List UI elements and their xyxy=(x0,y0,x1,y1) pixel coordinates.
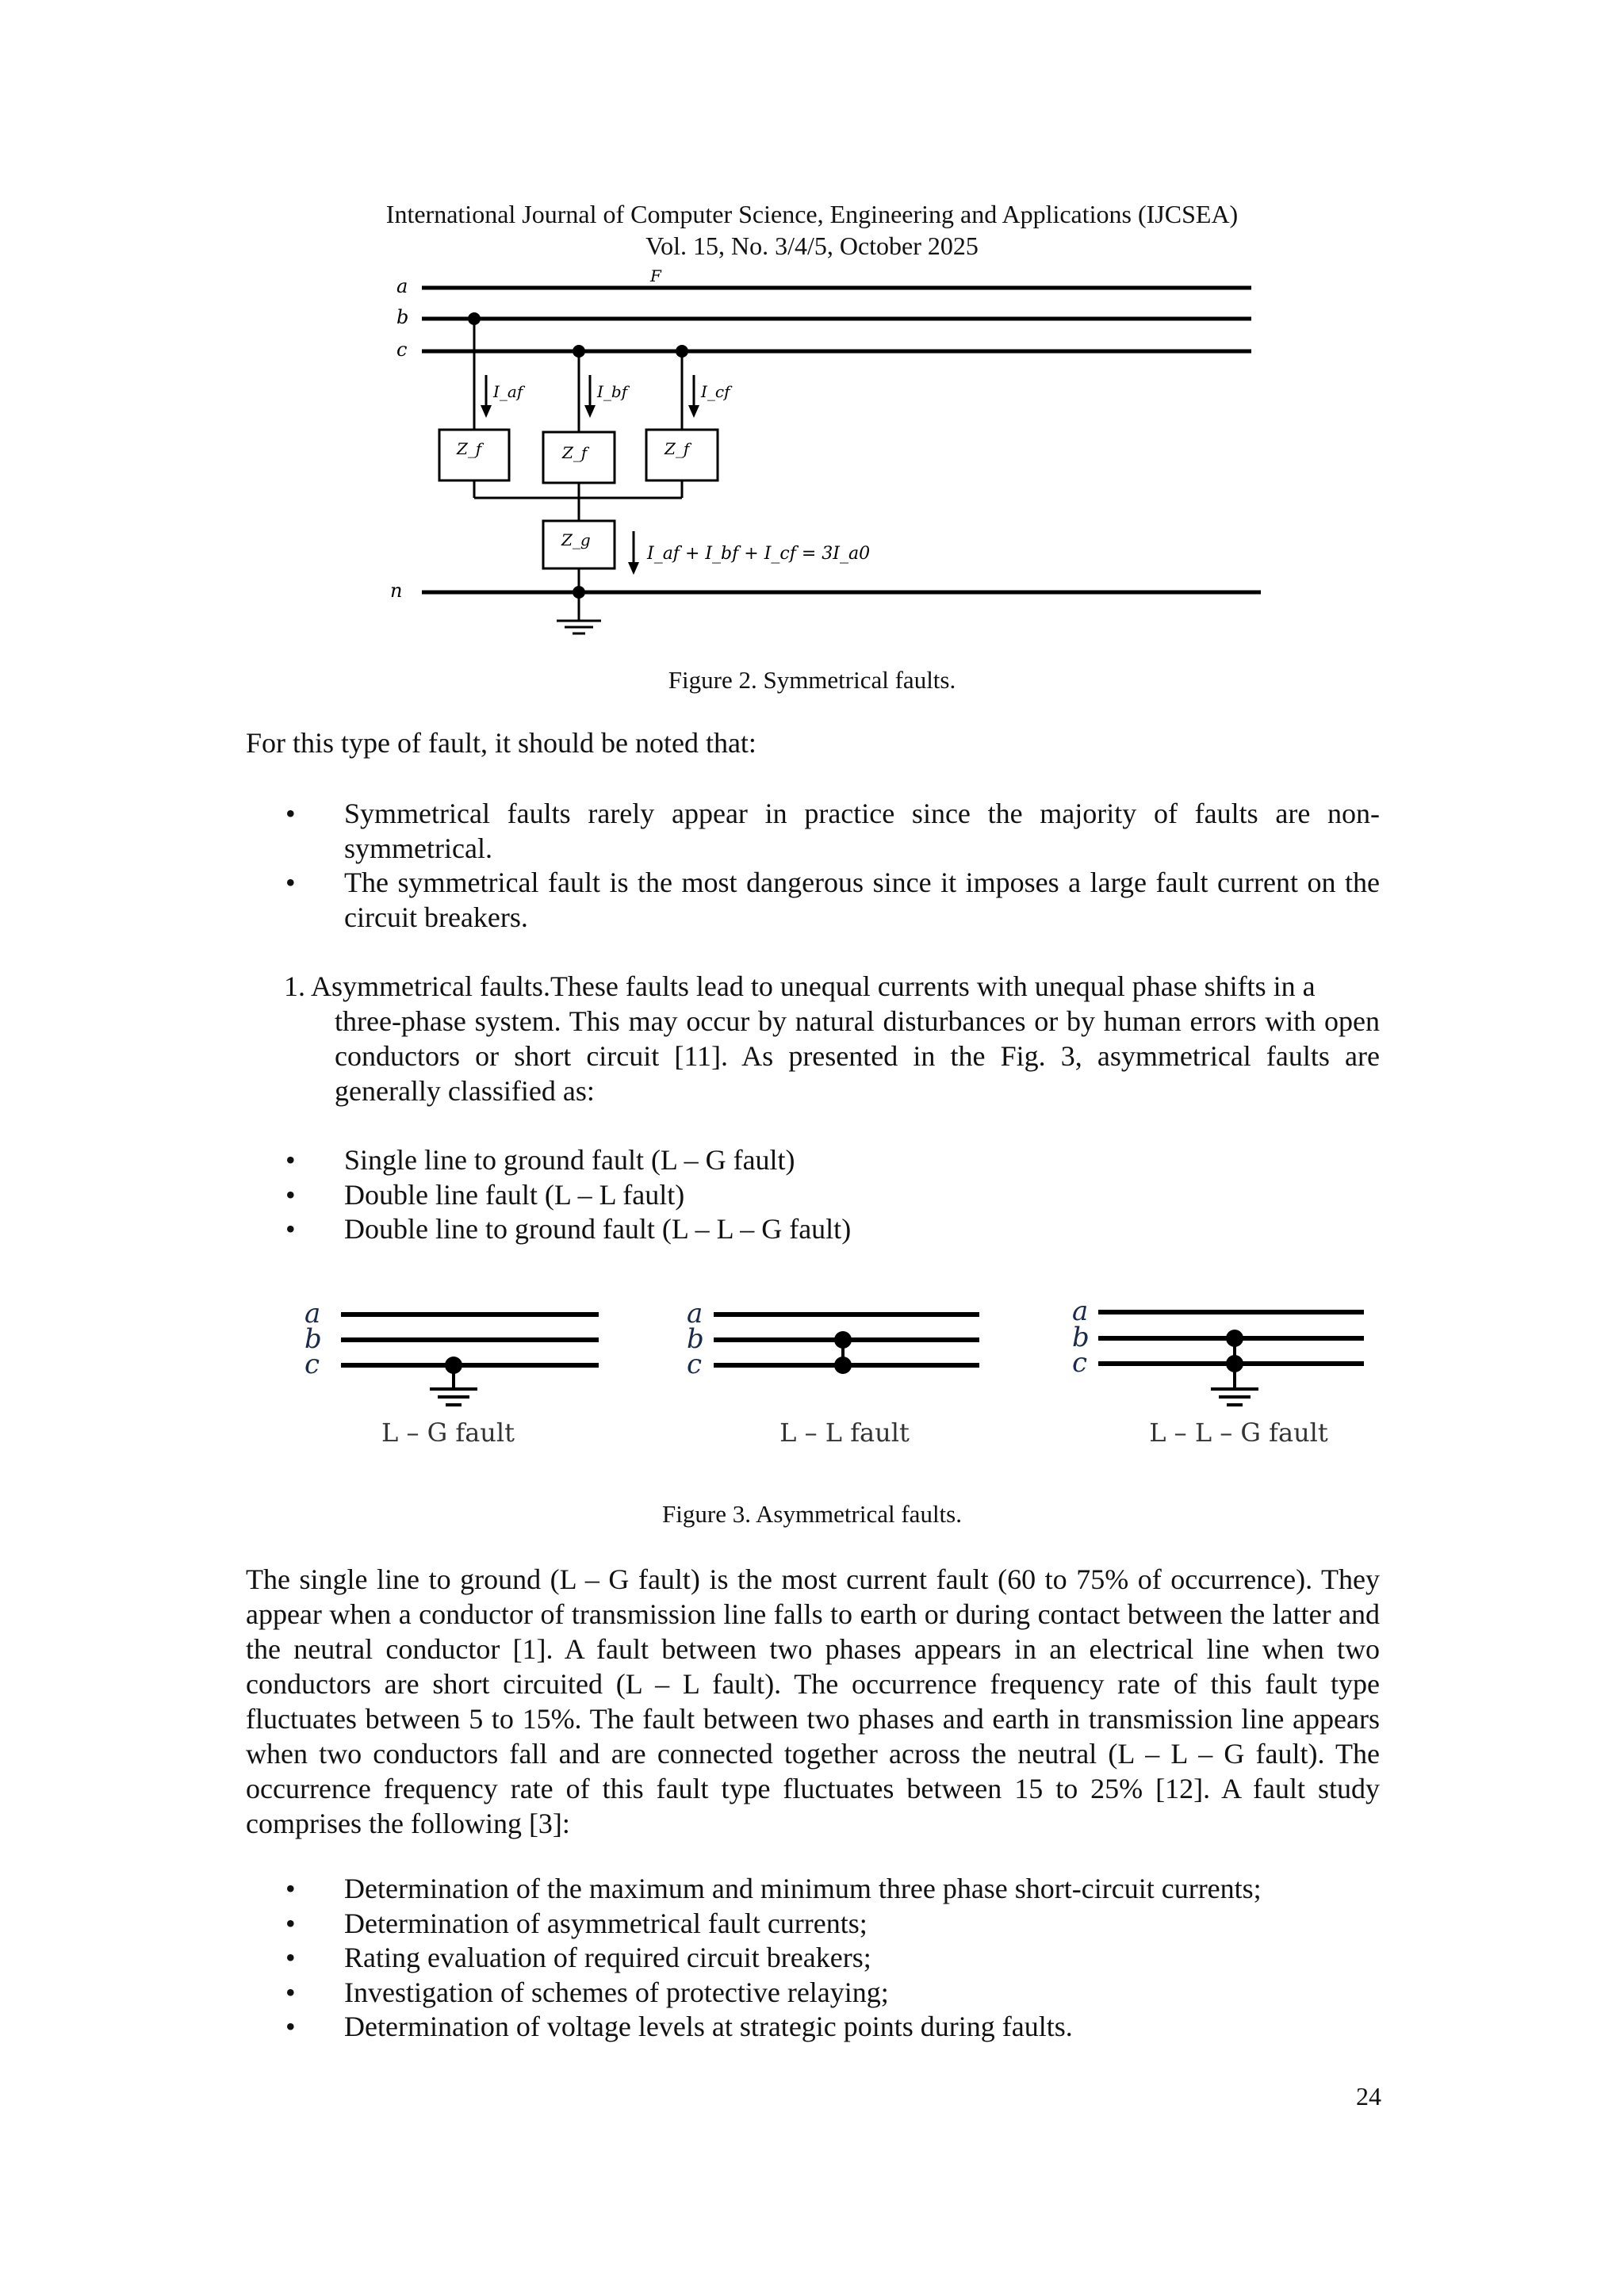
list-item: • Single line to ground fault (L – G fault) xyxy=(285,1143,1380,1178)
numbered-item-asymmetrical xyxy=(284,969,1380,1108)
page-number: 24 xyxy=(1356,2082,1381,2110)
figure-2-symmetrical-fault-diagram xyxy=(381,266,1285,638)
list-item: • Determination of asymmetrical fault currents; xyxy=(285,1907,1380,1942)
symmetrical-notes-list xyxy=(285,797,1380,935)
panel2-label-a: a xyxy=(687,1298,703,1330)
panel1-title: L – G fault xyxy=(381,1418,515,1448)
bullet: • xyxy=(285,1213,296,1245)
list-item: • The symmetrical fault is the most dangerous since it imposes a large fault current on the circuit breakers. xyxy=(285,867,1380,933)
intro-text: For this type of fault, it should be noted that: xyxy=(246,727,756,759)
label-line-c: c xyxy=(396,339,408,361)
bullet: • xyxy=(285,1144,296,1176)
label-line-a: a xyxy=(396,275,408,297)
panel2-label-c: c xyxy=(687,1349,703,1380)
fault-study-list xyxy=(285,1872,1380,2045)
panel1-label-c: c xyxy=(304,1349,320,1380)
label-zf-3: Z_f xyxy=(665,439,690,458)
panel2-label-b: b xyxy=(687,1323,704,1355)
figure-3-caption: Figure 3. Asymmetrical faults. xyxy=(662,1500,962,1528)
panel1-label-b: b xyxy=(304,1323,322,1355)
list-item: • Double line to ground fault (L – L – G fault) xyxy=(285,1212,1380,1247)
item-first-line: Asymmetrical faults.These faults lead to unequal currents with unequal phase shifts in a xyxy=(311,970,1316,1002)
label-fault-point: F xyxy=(650,266,661,285)
bullet: • xyxy=(285,1942,296,1973)
label-current-iaf: I_af xyxy=(493,382,523,401)
label-line-n: n xyxy=(390,580,403,602)
bullet: • xyxy=(285,798,296,829)
figure-3-asymmetrical-fault-diagram xyxy=(293,1284,1372,1459)
panel-ll-fault xyxy=(687,1298,979,1448)
bullet: • xyxy=(285,1873,296,1904)
item-number: 1. xyxy=(284,970,305,1002)
list-item: • Double line fault (L – L fault) xyxy=(285,1178,1380,1213)
label-ground-current-equation: I_af + I_bf + I_cf = 3I_a0 xyxy=(647,544,871,564)
panel3-label-c: c xyxy=(1072,1347,1088,1379)
label-current-icf: I_cf xyxy=(701,382,730,401)
list-item: • Investigation of schemes of protective relaying; xyxy=(285,1976,1380,2011)
bullet: • xyxy=(285,1976,296,2008)
panel3-title: L – L – G fault xyxy=(1149,1418,1328,1448)
list-item: • Rating evaluation of required circuit breakers; xyxy=(285,1941,1380,1976)
label-line-b: b xyxy=(396,306,409,328)
figure-2-caption: Figure 2. Symmetrical faults. xyxy=(668,666,956,694)
label-zf-2: Z_f xyxy=(562,443,588,462)
bullet: • xyxy=(285,1178,296,1211)
label-current-ibf: I_bf xyxy=(597,382,628,401)
item-continuation: three-phase system. This may occur by natural disturbances or by human errors with open conductors or short circuit [11]. As presented in the Fig. 3, asymmetrical faults are generally classified as: xyxy=(335,1005,1380,1107)
bullet: • xyxy=(285,2011,296,2042)
panel-lg-fault xyxy=(304,1298,599,1448)
journal-title: International Journal of Computer Science, Engineering and Applications (IJCSEA) xyxy=(385,200,1239,228)
panel3-label-a: a xyxy=(1072,1295,1089,1327)
label-zf-1: Z_f xyxy=(457,439,482,458)
journal-volume: Vol. 15, No. 3/4/5, October 2025 xyxy=(645,232,979,260)
fault-types-list xyxy=(285,1143,1380,1247)
bullet: • xyxy=(285,1907,296,1939)
panel1-label-a: a xyxy=(304,1298,321,1330)
body-paragraph: The single line to ground (L – G fault) is the most current fault (60 to 75% of occurrence). They appear when a conductor of transmission line falls to earth or during contact between the latter and the neutral conductor [1]. A fault between two phases appears in an electrical line when two conductors are short circuited (L – L fault). The occurrence frequency rate of this fault type fluctuates between 5 to 15%. The fault between two phases and earth in transmission line appears when two conductors fall and are connected together across the neutral (L – L – G fault). The occurrence frequency rate of this fault type fluctuates between 15 to 25% [12]. A fault study comprises the following [3]: xyxy=(246,1563,1380,1839)
panel3-label-b: b xyxy=(1072,1322,1090,1353)
list-item: • Symmetrical faults rarely appear in practice since the majority of faults are non-symmetrical. xyxy=(285,798,1380,864)
bullet: • xyxy=(285,867,296,898)
list-item: • Determination of voltage levels at strategic points during faults. xyxy=(285,2010,1380,2045)
list-item: • Determination of the maximum and minimum three phase short-circuit currents; xyxy=(285,1872,1380,1907)
panel2-title: L – L fault xyxy=(779,1418,910,1448)
label-zg: Z_g xyxy=(561,530,591,549)
panel-llg-fault xyxy=(1072,1295,1364,1448)
